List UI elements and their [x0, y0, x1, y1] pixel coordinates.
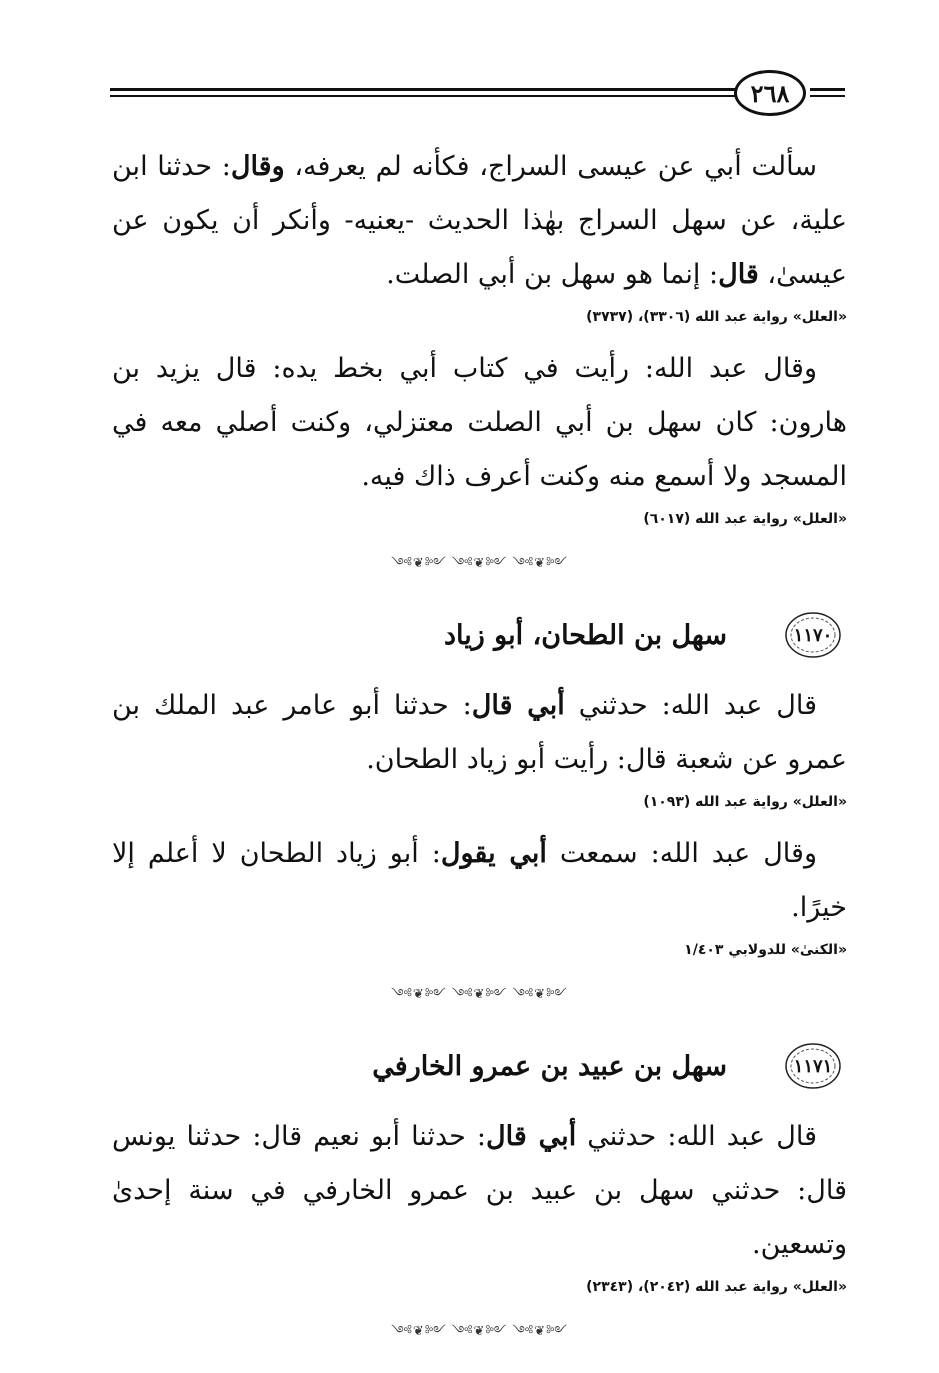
paragraph — [112, 1110, 847, 1272]
source-citation: «الكنىٰ» للدولابي ١/٤٠٣ — [684, 942, 847, 958]
paragraph — [112, 140, 847, 302]
ornament-divider: ༺❦༻ ༺❦༻ ༺❦༻ — [391, 987, 568, 1002]
entry-heading — [112, 1036, 847, 1096]
paragraph — [112, 679, 847, 787]
text: قال عبد الله: حدثني — [576, 1121, 818, 1152]
paragraph — [112, 827, 847, 935]
paragraph: وقال عبد الله: رأيت في كتاب أبي بخط يده: قال يزيد بن هارون: كان سهل بن أبي الصلت معتزلي، وكنت أصلي معه في المسجد ولا أسمع منه وكنت أعرف ذاك فيه. — [112, 353, 847, 492]
text: سألت أبي عن عيسى السراج، فكأنه لم يعرفه، — [284, 151, 817, 182]
source-citation: «العلل» رواية عبد الله (٣٣٠٦)، (٣٧٣٧) — [586, 309, 847, 325]
source-citation: «العلل» رواية عبد الله (١٠٩٣) — [643, 794, 847, 810]
entry-number-badge — [783, 609, 843, 661]
text: : إنما هو سهل بن أبي الصلت. — [386, 259, 719, 290]
ornament-divider: ༺❦༻ ༺❦༻ ༺❦༻ — [391, 1324, 568, 1339]
entry-number: ١١٧٠ — [793, 624, 833, 646]
entry-number: ١١٧١ — [793, 1055, 833, 1077]
source-citation: «العلل» رواية عبد الله (٢٠٤٢)، (٢٣٤٣) — [586, 1279, 847, 1295]
header-rule — [810, 95, 845, 97]
text: : حدثنا ابن علية، عن سهل السراج بهٰذا الحديث -يعنيه- وأنكر أن يكون عن عيسىٰ، — [112, 151, 847, 290]
header-rule — [810, 88, 845, 91]
page-header — [110, 68, 845, 124]
entry-title: سهل بن الطحان، أبو زياد — [443, 619, 727, 651]
bold-text: قال — [718, 259, 759, 290]
bold-text: وقال — [230, 151, 285, 182]
bold-text: أبي قال — [486, 1121, 577, 1152]
entry-heading — [112, 605, 847, 665]
page-number: ٢٦٨ — [734, 70, 806, 116]
bold-text: أبي يقول — [440, 838, 547, 869]
text: : حدثنا أبو نعيم قال: حدثنا يونس قال: حدثني سهل بن عبيد بن عمرو الخارفي في سنة إحدىٰ وتسعين. — [112, 1121, 847, 1260]
header-rule — [110, 88, 735, 91]
entry-title: سهل بن عبيد بن عمرو الخارفي — [372, 1050, 727, 1082]
text: : حدثنا أبو عامر عبد الملك بن عمرو عن شعبة قال: رأيت أبو زياد الطحان. — [112, 690, 847, 775]
page-content — [112, 140, 847, 1373]
entry-number-badge — [783, 1040, 843, 1092]
bold-text: أبي قال — [471, 690, 565, 721]
header-rule — [110, 95, 735, 97]
text: : أبو زياد الطحان لا أعلم إلا خيرًا. — [112, 838, 847, 923]
text: وقال عبد الله: سمعت — [546, 838, 817, 869]
source-citation: «العلل» رواية عبد الله (٦٠١٧) — [643, 511, 847, 527]
ornament-divider: ༺❦༻ ༺❦༻ ༺❦༻ — [391, 556, 568, 571]
text: قال عبد الله: حدثني — [564, 690, 817, 721]
